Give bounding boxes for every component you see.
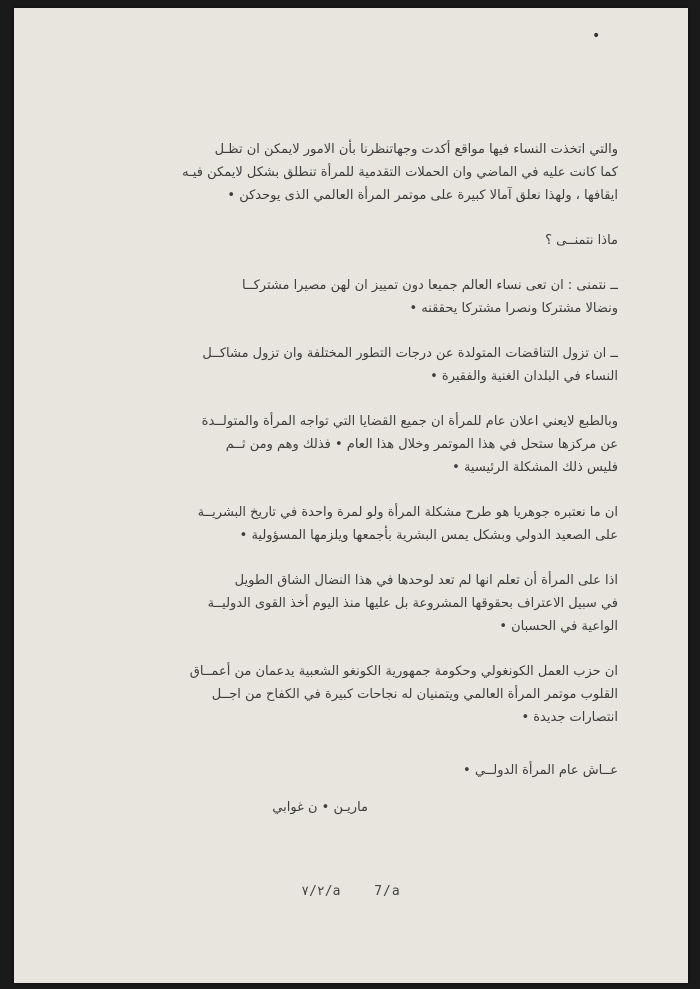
document-page bbox=[14, 8, 688, 983]
text-line: ان حزب العمل الكونغولي وحكومة جمهورية الكونغو الشعبية يدعمان من أعمــاق bbox=[189, 664, 618, 679]
reference-number bbox=[14, 884, 688, 899]
text-line: ــ نتمنى : ان تعى نساء العالم جميعا دون تمييز ان لهن مصيرا مشتركــا bbox=[242, 278, 618, 293]
text-line: عن مركزها ستحل في هذا الموتمر وخلال هذا العام • فذلك وهم ومن ثــم bbox=[225, 437, 618, 452]
paragraph-3 bbox=[104, 274, 618, 320]
signature: ماريـن • ن غوابي bbox=[272, 800, 368, 815]
top-mark: • bbox=[592, 28, 601, 44]
text-line: ايقافها ، ولهذا نعلق آمالا كبيرة على موتمر المرأة العالمي الذى يوحدكن • bbox=[227, 188, 618, 203]
paragraph-4 bbox=[104, 342, 618, 388]
text-line: ــ ان تزول التناقضات المتولدة عن درجات التطور المختلفة وان تزول مشاكــل bbox=[202, 346, 618, 361]
paragraph-2 bbox=[104, 229, 618, 252]
text-line: ان ما نعتبره جوهريا هو طرح مشكلة المرأة ولو لمرة واحدة في تاريخ البشريــة bbox=[197, 505, 618, 520]
paragraph-1 bbox=[104, 138, 618, 207]
text-line: في سبيل الاعتراف بحقوقها المشروعة بل عليها منذ اليوم أخذ القوى الدوليــة bbox=[207, 596, 618, 611]
reference-part: 7/a bbox=[374, 884, 401, 899]
paragraph-7 bbox=[104, 569, 618, 638]
text-line: فليس ذلك المشكلة الرئيسية • bbox=[452, 460, 618, 475]
text-line: وبالطبع لايعني اعلان عام للمرأة ان جميع القضايا التي تواجه المرأة والمتولــدة bbox=[201, 414, 618, 429]
text-line: النساء في البلدان الغنية والفقيرة • bbox=[430, 369, 618, 384]
paragraph-6 bbox=[104, 501, 618, 547]
paragraph-8 bbox=[104, 660, 618, 729]
paragraph-5 bbox=[104, 410, 618, 479]
text-line: والتي اتخذت النساء فيها مواقع أكدت وجهاتنظرنا بأن الامور لايمكن ان تظـل bbox=[214, 142, 618, 157]
letter-body bbox=[104, 138, 618, 819]
text-line: الواعية في الحسبان • bbox=[499, 619, 618, 634]
text-line: القلوب موتمر المرأة العالمي ويتمنيان له نجاحات كبيرة في الكفاح من اجــل bbox=[211, 687, 618, 702]
text-line: ونضالا مشتركا ونصرا مشتركا يحققنه • bbox=[409, 301, 618, 316]
text-line: ماذا نتمنــى ؟ bbox=[545, 233, 618, 248]
text-line: انتصارات جديدة • bbox=[521, 710, 618, 725]
text-line: كما كانت عليه في الماضي وان الحملات التقدمية للمرأة تنطلق بشكل لايمكن فيـه bbox=[182, 165, 618, 180]
closing-line: عــاش عام المرأة الدولــي • bbox=[463, 763, 618, 778]
reference-part: ٧/٢/a bbox=[301, 884, 342, 899]
text-line: على الصعيد الدولي وبشكل يمس البشرية بأجمعها ويلزمها المسؤولية • bbox=[239, 528, 618, 543]
text-line: اذا على المرأة أن تعلم انها لم تعد لوحدها في هذا النضال الشاق الطويل bbox=[234, 573, 618, 588]
